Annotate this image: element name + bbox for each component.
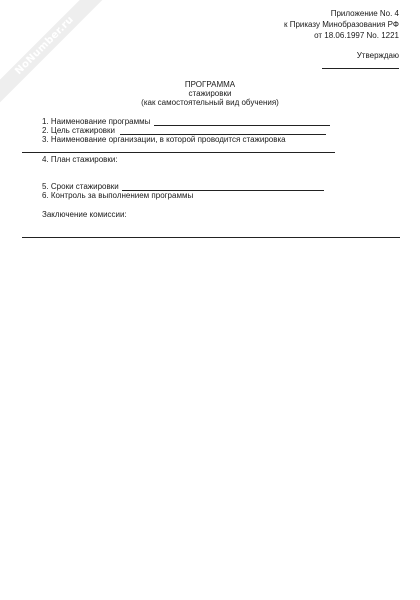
watermark-text: NoNumber.ru [0,0,118,119]
commission-conclusion: Заключение комиссии: [42,210,127,219]
item-organization: 3. Наименование организации, в которой проводится стажировка [42,135,286,144]
approve-signature-line [322,68,399,69]
title-main: ПРОГРАММА [184,80,236,89]
appendix-number: Приложение No. 4 [330,9,399,18]
title-note: (как самостоятельный вид обучения) [141,98,279,107]
order-reference: к Приказу Минобразования РФ [283,20,399,29]
program-name-field-line [154,125,330,126]
title-sub: стажировки [188,89,232,98]
order-date: от 18.06.1997 No. 1221 [314,31,399,40]
watermark [0,0,120,130]
organization-field-line [22,152,335,153]
item-period: 5. Сроки стажировки [42,182,119,191]
approve-label: Утверждаю [356,51,399,60]
conclusion-line [22,237,400,238]
item-plan: 4. План стажировки: [42,155,118,164]
item-control: 6. Контроль за выполнением программы [42,191,194,200]
item-program-name: 1. Наименование программы [42,117,151,126]
item-goal: 2. Цель стажировки [42,126,116,135]
